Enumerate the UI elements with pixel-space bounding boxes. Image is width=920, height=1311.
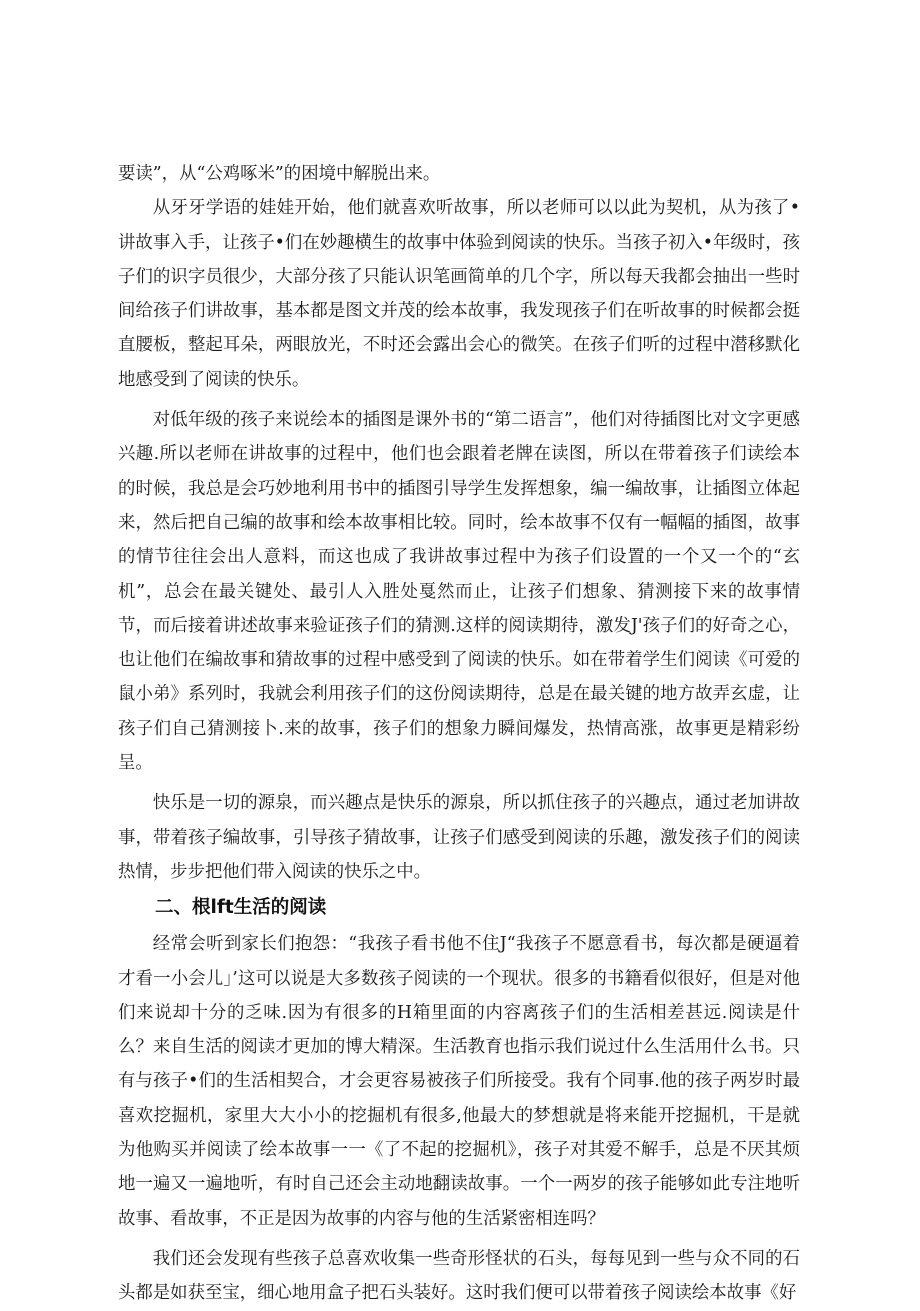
paragraph: 从牙牙学语的娃娃开始，他们就喜欢听故事，所以老师可以以此为契机，从为孩了•讲故事入手，让孩子•们在妙趣横生的故事中体验到阅读的快乐。当孩子初入•年级时，孩子们的识字员很少，大部分孩了只能认识笔画简单的几个字，所以每天我都会抽出一些时间给孩子们讲故事，基本都是图文并茂的绘本故事，我发现孩子们在听故事的时候都会挺直腰板，整起耳朵，两眼放光，不时还会露出会心的微笑。在孩子们听的过程中潜移默化地感受到了阅读的快乐。 (118, 198, 800, 390)
paragraph-continuation: 要读”，从“公鸡啄米”的困境中解脱出来。 (118, 164, 441, 184)
paragraph: 对低年级的孩子来说绘本的插图是课外书的“第二语言”，他们对待插图比对文字更感兴趣.所以老师在讲故事的过程中，他们也会跟着老牌在读图，所以在带着孩子们读绘本的时候，我总是会巧妙地利用书中的插图引导学生发挥想象，编一编故事，让插图立体起来，然后把自己编的故事和绘本故事相比较。同时，绘本故事不仅有一幅幅的插图，故事的情节往往会出人意料，而这也成了我讲故事过程中为孩子们设置的一个又一个的“玄机”，总会在最关键处、最引人入胜处戛然而止，让孩子们想象、猜测接下来的故事情节，而后接着讲述故事来验证孩子们的猜测.这样的阅读期待，激发J'孩子们的好奇之心，也让他们在编故事和猜故事的过程中感受到了阅读的快乐。如在带着学生们阅读《可爱的鼠小弟》系列时，我就会利用孩子们的这份阅读期待，总是在最关键的地方故弄玄虚，让孩子们自己猜测接卜.来的故事，孩子们的想象力瞬间爆发，热情高涨，故事更是精彩纷呈。 (118, 410, 800, 774)
paragraph: 经常会听到家长们抱怨：“我孩子看书他不住J“我孩子不愿意看书，每次都是硬逼着才看一小会儿」’这可以说是大多数孩子阅读的一个现状。很多的书籍看似很好，但是对他们来说却十分的乏味.因为有很多的H箱里面的内容离孩子们的生活相差甚远.阅读是什么？来自生活的阅读才更加的博大精深。生活教育也指示我们说过什么生活用什么书。只有与孩子•们的生活相契合，才会更容易被孩子们所接受。我有个同事.他的孩子两岁时最喜欢挖掘机，家里大大小小的挖掘机有很多,他最大的梦想就是将来能开挖掘机，干是就为他购买并阅读了绘本故事一一《了不起的挖掘机》，孩子对其爱不解手，总是不厌其烦地一遍又一遍地听，有时自己还会主动地翻读故事。一个一两岁的孩子能够如此专注地听故事、看故事，不正是因为故事的内容与他的生活紧密相连吗？ (118, 934, 800, 1229)
body-text (118, 157, 800, 1311)
paragraph: 快乐是一切的源泉，而兴趣点是快乐的源泉，所以抓住孩子的兴趣点，通过老加讲故事，带着孩子编故事，引导孩子猜故事，让孩子们感受到阅读的乐趣，激发孩子们的阅读热情，步步把他们带入阅读的快乐之中。 (118, 793, 800, 882)
paragraph: 我们还会发现有些孩子总喜欢收集一些奇形怪状的石头，每每见到一些与众不同的石头都是如获至宝，细心地用盒子把石头装好。这时我们便可以带着孩子阅读绘本故事《好 (118, 1248, 800, 1304)
section-heading: 二、根lft生活的阅读 (155, 897, 327, 919)
